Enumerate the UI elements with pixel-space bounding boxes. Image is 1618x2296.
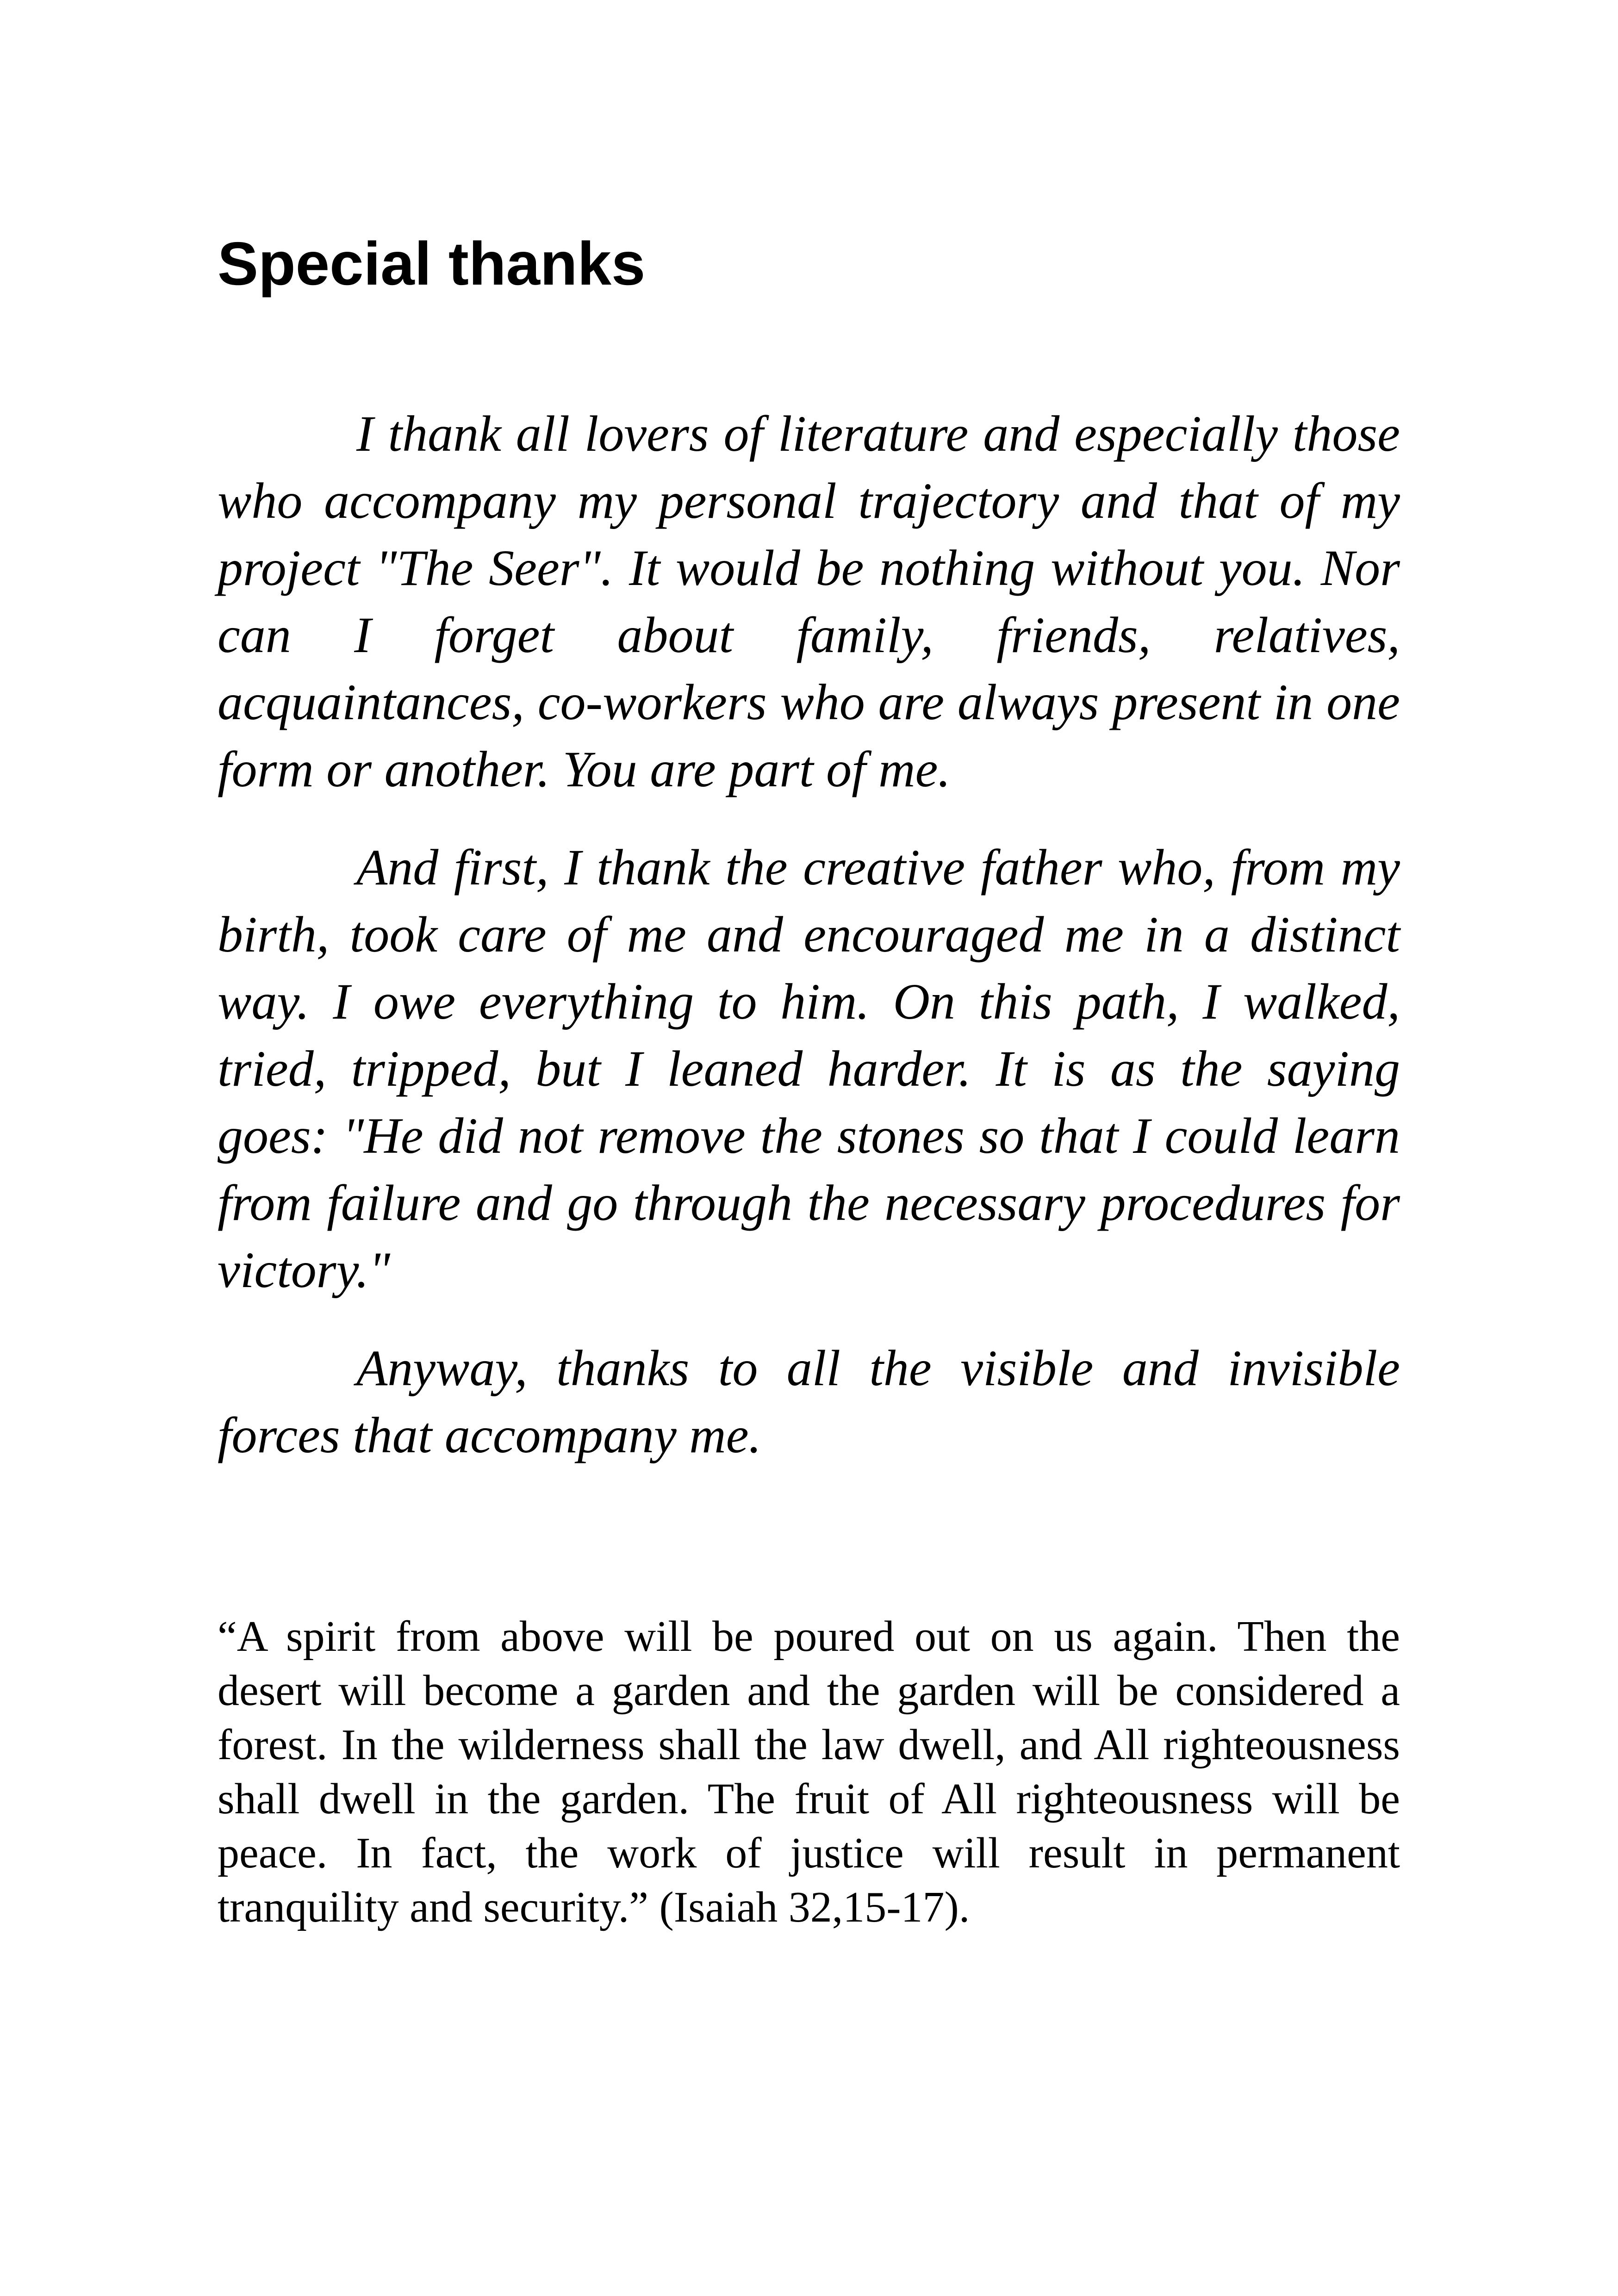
scripture-quote: “A spirit from above will be poured out on us again. Then the desert will become a garden and the garden will be considered a forest. In the wilderness shall the law dwell, and All righteousness shall dwell in the garden. The fruit of All righteousness will be peace. In fact, the work of justice will result in permanent tranquility and security.” (Isaiah 32,15-17). (218, 1612, 1400, 1931)
acknowledgement-body (218, 400, 1400, 1500)
acknowledgement-paragraph-3: Anyway, thanks to all the visible and invisible forces that accompany me. (218, 1340, 1400, 1463)
page-title: Special thanks (218, 230, 646, 298)
acknowledgement-paragraph-2: And first, I thank the creative father who, from my birth, took care of me and encouraged me in a distinct way. I owe everything to him. On this path, I walked, tried, tripped, but I leaned harder. It is as the saying goes: "He did not remove the stones so that I could learn from failure and go through the necessary procedures for victory." (218, 839, 1400, 1298)
acknowledgement-paragraph-1: I thank all lovers of literature and especially those who accompany my personal trajectory and that of my project "The Seer". It would be nothing without you. Nor can I forget about family, friends, relatives, acquaintances, co-workers who are always present in one form or another. You are part of me. (218, 405, 1400, 797)
